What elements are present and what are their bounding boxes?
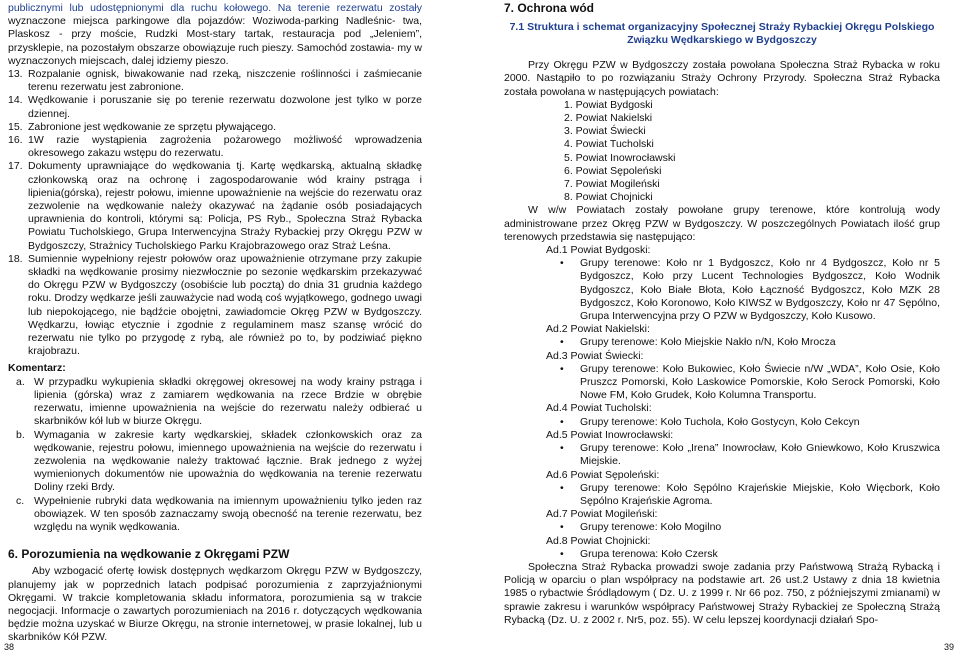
intro-paragraph: Przy Okręgu PZW w Bydgoszczy została powołana Społeczna Straż Rybacka w roku 2000. Nastąpiło to po rozwiązaniu Straży Ochrony Przyrody. Społeczna Straż Rybacka została powołana w następujących powiatach: bbox=[504, 59, 940, 98]
rule-item bbox=[8, 121, 422, 134]
bullet-icon: • bbox=[560, 547, 564, 560]
section-6-paragraph: Aby wzbogacić ofertę łowisk dostępnych wędkarzom Okręgu PZW w Bydgoszczy, planujemy jak w poprzednich latach podpisać porozumienia z zaprzyjaźnionymi Okręgami. W trakcie kompletowania składu informatora, porozumienia są w trakcie negocjacji. Informacje o zawartych porozumieniach na 2016 r. dotyczących wędkowania będzie można uzyskać w Biurze Okręgu, na stronie internetowej, w prasie lokalnej, lub u skarbników Kół PZW. bbox=[8, 565, 422, 644]
page-number-left: 38 bbox=[4, 642, 15, 652]
komentarz-item bbox=[16, 429, 422, 495]
groups-intro-paragraph: W w/w Powiatach zostały powołane grupy terenowe, które kontrolują wody administrowane przez Okręg PZW w Bydgoszczy. W poszczególnych Powiatach ilość grup terenowych przedstawia się następująco: bbox=[504, 204, 940, 243]
powiat-item: 3. Powiat Świecki bbox=[564, 125, 646, 138]
group-text: Grupy terenowe: Koło „Irena” Inowrocław, Koło Gniewkowo, Koło Kruszwica Miejskie. bbox=[580, 442, 940, 468]
powiat-item: 8. Powiat Chojnicki bbox=[564, 191, 653, 204]
intro-line: twa, Plaskosz - przy moście, Rudzki Most-stary tartak, restauracja pod „Jeleniem”, bbox=[8, 15, 422, 41]
intro-line: przysklepie, na pozostałym obszarze obowiązuje ruch pieszy. Samochód zostawia- bbox=[8, 41, 395, 54]
komentarz-letter: b. bbox=[16, 428, 25, 441]
powiat-item: 2. Powiat Nakielski bbox=[564, 112, 653, 125]
group-text: Grupy terenowe: Koło nr 1 Bydgoszcz, Koło nr 4 Bydgoszcz, Koło nr 5 Bydgoszcz, Koło przy Lucent Technologies Bydgoszcz, Koło Wodnik Bydgoszcz, Koło Białe Błota, Koło Łączność Bydgoszcz, Koło MZK 28 Bydgoszcz, Koło Koronowo, Koło KIWSZ w Bydgoszczy, Koło nr 47 Sępólno, Grupa Interwencyjna przy O PZW w Bydgoszczy, Koło Kusowo. bbox=[580, 257, 940, 323]
rule-number: 16. bbox=[8, 134, 23, 147]
bullet-icon: • bbox=[560, 257, 564, 270]
komentarz-text: Wypełnienie rubryki data wędkowania na imiennym upoważnieniu tylko jeden raz obowiązek. W ten sposób zaznaczamy swoją obecność na terenie rezerwatu, bez względu na wynik wędkowania. bbox=[34, 494, 422, 533]
rule-number: 17. bbox=[8, 160, 23, 173]
group-bullet bbox=[504, 482, 940, 508]
rule-item bbox=[8, 160, 422, 252]
section-6-heading: 6. Porozumienia na wędkowanie z Okręgami PZW bbox=[8, 547, 290, 562]
rule-item bbox=[8, 253, 422, 359]
komentarz-letter: a. bbox=[16, 375, 25, 388]
group-title: Ad.5 Powiat Inowrocławski: bbox=[546, 428, 674, 441]
intro-paragraph bbox=[8, 2, 422, 68]
powiat-item: 5. Powiat Inowrocławski bbox=[564, 151, 676, 164]
intro-line: wyznaczone miejsca parkingowe dla pojazdów: Woziwoda-parking Nadleśnic- bbox=[8, 15, 396, 28]
group-title: Ad.3 Powiat Świecki: bbox=[546, 349, 644, 362]
rule-text: Wędkowanie i poruszanie się po terenie rezerwatu dozwolone jest tylko w porze dziennej. bbox=[28, 94, 422, 120]
group-text: Grupy terenowe: Koło Bukowiec, Koło Świecie n/W „WDA”, Koło Osie, Koło Pruszcz Pomorski, Koło Laskowice Pomorskie, Koło Serock Pomorski, Koło Nowe FM, Koło Grudek, Koło Kolumna Transportu. bbox=[580, 362, 940, 402]
powiat-item: 1. Powiat Bydgoski bbox=[564, 98, 653, 111]
bullet-icon: • bbox=[560, 481, 564, 494]
rule-item bbox=[8, 68, 422, 94]
rule-number: 15. bbox=[8, 120, 23, 133]
group-text: Grupy terenowe: Koło Sępólno Krajeńskie Miejskie, Koło Więcbork, Koło Sępólno Krajeńskie Agroma. bbox=[580, 481, 940, 507]
rule-item bbox=[8, 134, 422, 160]
intro-line: publicznymi lub udostępnionymi dla ruchu kołowego. Na terenie rezerwatu zostały bbox=[8, 2, 422, 14]
page-number-right: 39 bbox=[943, 642, 954, 652]
bullet-icon: • bbox=[560, 521, 564, 534]
group-bullet bbox=[504, 363, 940, 403]
group-text: Grupy terenowe: Koło Miejskie Nakło n/N, Koło Mrocza bbox=[580, 336, 836, 349]
komentarz-title: Komentarz: bbox=[8, 362, 66, 375]
right-column bbox=[504, 2, 940, 627]
komentarz-letter: c. bbox=[16, 494, 25, 507]
rule-text: Dokumenty uprawniające do wędkowania tj. Kartę wędkarską, aktualną składkę członkowską oraz na ochronę i zagospodarowanie wód krainy pstrąga i lipienia(górska), rejestr połowu, imienne upoważnienie na wejście do rezerwatu oraz zezwolenie na wędkowanie należy okazywać na żądanie osób posiadających uprawnienia do kontroli, którymi są: Policja, PS Ryb., Społeczna Straż Rybacka Powiatu Tucholskiego, Grupa Interwencyjna Straży Rybackiej przy Okręgu PZW w Bydgoszczy, Strażnicy Tucholskiego Parku Krajobrazowego oraz Straż Leśna. bbox=[28, 160, 422, 252]
group-text: Grupy terenowe: Koło Tuchola, Koło Gostycyn, Koło Cekcyn bbox=[580, 415, 860, 428]
closing-paragraph: Społeczna Straż Rybacka prowadzi swoje zadania przy Państwową Strażą Rybacką i Policją w oparciu o plan współpracy na podstawie art. 26 ust.2 Ustawy z dnia 18 kwietnia 1985 o rybactwie Śródlądowym ( Dz. U. z 1999 r. Nr 66 poz. 750, z późniejszymi zmianami) w sprawie zakresu i warunków współpracy Państwowej Straży Rybackiej ze Społeczną Strażą Rybacką (Dz. U. z 2002 r. Nr5, poz. 55). W celu lepszej koordynacji działań Spo- bbox=[504, 560, 940, 626]
bullet-icon: • bbox=[560, 336, 564, 349]
group-title: Ad.8 Powiat Chojnicki: bbox=[546, 534, 651, 547]
rule-number: 14. bbox=[8, 94, 23, 107]
section-subheading: 7.1 Struktura i schemat organizacyjny Społecznej Straży Rybackiej Okręgu Polskiego Związku Wędkarskiego w Bydgoszczy bbox=[509, 21, 935, 47]
group-bullet bbox=[504, 416, 940, 429]
left-column bbox=[8, 2, 422, 645]
komentarz-text: Wymagania w zakresie karty wędkarskiej, składek członkowskich oraz za wędkowanie, rejestru połowu, imiennego upoważnienia na wejście do rezerwatu i zezwolenia na wędkowanie należy traktować łącznie. Brak jednego z wyżej wymienionych dokumentów nie upoważnia do wędkowania na terenie rezerwatu Doliny rzeki Brdy. bbox=[34, 428, 422, 494]
rule-text: Rozpalanie ognisk, biwakowanie nad rzeką, niszczenie roślinności i zaśmiecanie terenu rezerwatu jest zabronione. bbox=[28, 68, 422, 94]
powiat-item: 6. Powiat Sępoleński bbox=[564, 164, 662, 177]
rule-number: 18. bbox=[8, 252, 23, 265]
right-page bbox=[480, 0, 960, 654]
group-bullet bbox=[504, 336, 940, 349]
komentarz-text: W przypadku wykupienia składki okręgowej okresowej na wody krainy pstrąga i lipienia (górska) wraz z zamiarem wędkowania na rzece Brdzie w obrębie rezerwatu, imienne upoważnienia na wejście do rezerwatu należy odbierać u skarbników kół lub w biurze Okręgu. bbox=[34, 375, 422, 428]
rule-text: Zabronione jest wędkowanie ze sprzętu pływającego. bbox=[28, 120, 277, 133]
komentarz-item bbox=[16, 495, 422, 535]
group-bullet bbox=[504, 548, 940, 561]
group-bullet bbox=[504, 521, 940, 534]
powiat-item: 4. Powiat Tucholski bbox=[564, 138, 654, 151]
rule-number: 13. bbox=[8, 68, 23, 81]
group-title: Ad.7 Powiat Mogileński: bbox=[546, 508, 658, 521]
komentarz-item bbox=[16, 376, 422, 429]
group-bullet bbox=[504, 442, 940, 468]
group-title: Ad.1 Powiat Bydgoski: bbox=[546, 244, 651, 257]
group-bullet bbox=[504, 257, 940, 323]
intro-line: my w wyznaczonych miejscach, dalej idziemy pieszo. bbox=[8, 41, 423, 67]
bullet-icon: • bbox=[560, 415, 564, 428]
rule-item bbox=[8, 94, 422, 120]
rule-text: Sumiennie wypełniony rejestr połowów oraz upoważnienie otrzymane przy zakupie składki na wędkowanie prosimy niezwłocznie po sezonie wędkarskim przekazywać do Okręgu PZW w Bydgoszczy (osobiście lub pocztą) do dnia 31 grudnia każdego roku. Drodzy wędkarze jeśli zauważycie nad wodą coś wyjątkowego, godnego uwagi lub niepokojącego, nie bądźcie obojętni, zawiadomcie Okręg PZW w Bydgoszczy. Wędkarzu, łowiąc etycznie i zgodnie z regulaminem masz szansę wrócić do rezerwatu nie tylko po przygodę z rybą, ale również po to, by podziwiać piękno krajobrazu. bbox=[28, 252, 422, 358]
chapter-heading: 7. Ochrona wód bbox=[504, 1, 595, 15]
group-title: Ad.6 Powiat Sępoleński: bbox=[546, 468, 660, 481]
bullet-icon: • bbox=[560, 442, 564, 455]
group-title: Ad.2 Powiat Nakielski: bbox=[546, 323, 650, 336]
bullet-icon: • bbox=[560, 362, 564, 375]
rule-text: 1W razie wystąpienia zagrożenia pożarowego możliwość wprowadzenia okresowego zakazu wstępu do rezerwatu. bbox=[28, 134, 422, 160]
group-text: Grupa terenowa: Koło Czersk bbox=[580, 547, 718, 560]
group-title: Ad.4 Powiat Tucholski: bbox=[546, 402, 652, 415]
powiat-item: 7. Powiat Mogileński bbox=[564, 178, 660, 191]
group-text: Grupy terenowe: Koło Mogilno bbox=[580, 521, 722, 534]
